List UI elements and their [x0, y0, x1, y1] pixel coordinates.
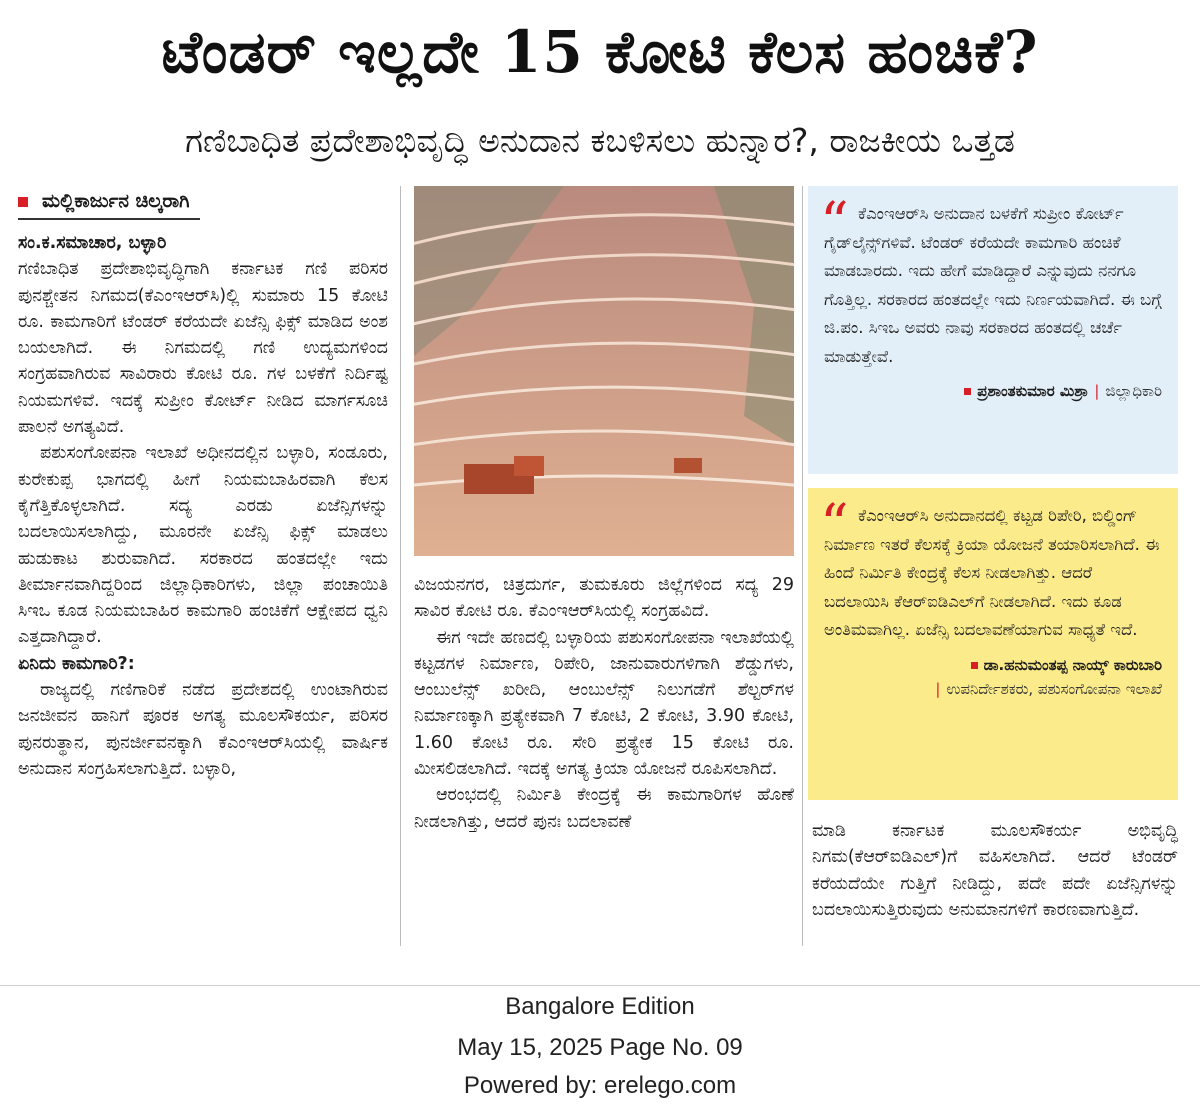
subheadline: ಗಣಿಬಾಧಿತ ಪ್ರದೇಶಾಭಿವೃದ್ಧಿ ಅನುದಾನ ಕಬಳಿಸಲು ಹುನ್ನಾರ?, ರಾಜಕೀಯ ಒತ್ತಡ: [185, 121, 1015, 160]
column-divider: [802, 186, 803, 946]
separator-bar: |: [935, 679, 941, 698]
quote-box-deputy-director: [808, 488, 1178, 800]
byline: [18, 184, 200, 220]
red-bullet-icon: [971, 662, 978, 669]
quote-text: ಕೆಎಂಇಆರ್‌ಸಿ ಅನುದಾನದಲ್ಲಿ ಕಟ್ಟಡ ರಿಪೇರಿ, ಬಿಲ್ಡಿಂಗ್ ನಿರ್ಮಾಣ ಇತರೆ ಕೆಲಸಕ್ಕೆ ಕ್ರಿಯಾ ಯೋಜನೆ ತಯಾರಿಸಲಾಗಿದೆ. ಈ ಹಿಂದೆ ನಿರ್ಮಿತಿ ಕೇಂದ್ರಕ್ಕೆ ಕೆಲಸ ನೀಡಲಾಗಿತ್ತು. ಆದರೆ ಬದಲಾಯಿಸಿ ಕೆಆರ್‌ಐಡಿಎಲ್‌ಗೆ ನೀಡಲಾಗಿದೆ. ಇದು ಕೂಡ ಅಂತಿಮವಾಗಿಲ್ಲ. ಏಜೆನ್ಸಿ ಬದಲಾವಣೆಯಾಗುವ ಸಾಧ್ಯತೆ ಇದೆ.: [824, 506, 1160, 639]
quote-box-collector: [808, 186, 1178, 474]
footer-divider: [0, 985, 1200, 986]
separator-bar: |: [1094, 382, 1100, 400]
article-column-1: [18, 230, 388, 782]
red-square-bullet: [18, 197, 28, 207]
red-bullet-icon: [964, 388, 971, 395]
article-paragraph: ಈಗ ಇದೇ ಹಣದಲ್ಲಿ ಬಳ್ಳಾರಿಯ ಪಶುಸಂಗೋಪನಾ ಇಲಾಖೆಯಲ್ಲಿ ಕಟ್ಟಡಗಳ ನಿರ್ಮಾಣ, ರಿಪೇರಿ, ಜಾನುವಾರುಗಳಿಗಾಗಿ ಶೆಡ್ಡುಗಳು, ಆಂಬುಲೆನ್ಸ್ ಖರೀದಿ, ಆಂಬುಲೆನ್ಸ್ ನಿಲುಗಡೆಗೆ ಶೆಲ್ಟರ್‌ಗಳ ನಿರ್ಮಾಣಕ್ಕಾಗಿ ಪ್ರತ್ಯೇಕವಾಗಿ 7 ಕೋಟಿ, 2 ಕೋಟಿ, 3.90 ಕೋಟಿ, 1.60 ಕೋಟಿ ರೂ. ಸೇರಿ ಪ್ರತ್ಯೇಕ 15 ಕೋಟಿ ರೂ. ಮೀಸಲಿಡಲಾಗಿದೆ. ಇದಕ್ಕೆ ಅಗತ್ಯ ಕ್ರಿಯಾ ಯೋಜನೆ ರೂಪಿಸಲಾಗಿದೆ.: [414, 627, 794, 780]
quote-attribution-role: [824, 677, 1162, 701]
article-column-3: [812, 818, 1178, 923]
quote-attribution: [824, 653, 1162, 677]
footer-powered-by: Powered by: erelego.com: [463, 1072, 737, 1099]
quote-mark-icon: “: [820, 191, 849, 256]
quote-author: ಡಾ.ಹನುಮಂತಪ್ಪ ನಾಯ್ಕ್ ಕಾರುಬಾರಿ: [983, 655, 1162, 674]
column-divider: [400, 186, 401, 946]
footer-edition: Bangalore Edition: [505, 993, 695, 1020]
headline: ಟೆಂಡರ್ ಇಲ್ಲದೇ 15 ಕೋಟಿ ಕೆಲಸ ಹಂಚಿಕೆ?: [161, 18, 1039, 86]
article-column-2: [414, 572, 794, 835]
quote-author-role: ಜಿಲ್ಲಾಧಿಕಾರಿ: [1105, 382, 1162, 400]
article-paragraph: ಆರಂಭದಲ್ಲಿ ನಿರ್ಮಿತಿ ಕೇಂದ್ರಕ್ಕೆ ಈ ಕಾಮಗಾರಿಗಳ ಹೊಣೆ ನೀಡಲಾಗಿತ್ತು, ಆದರೆ ಪುನಃ ಬದಲಾವಣೆ: [414, 785, 794, 832]
article-paragraph: ಗಣಿಬಾಧಿತ ಪ್ರದೇಶಾಭಿವೃದ್ಧಿಗಾಗಿ ಕರ್ನಾಟಕ ಗಣಿ ಪರಿಸರ ಪುನಶ್ಚೇತನ ನಿಗಮದ(ಕೆಎಂಇಆರ್‌ಸಿ)ಲ್ಲಿ ಸುಮಾರು 15 ಕೋಟಿ ರೂ. ಕಾಮಗಾರಿಗೆ ಟೆಂಡರ್ ಕರೆಯದೇ ಏಜೆನ್ಸಿ ಫಿಕ್ಸ್ ಮಾಡಿದ ಅಂಶ ಬಯಲಾಗಿದೆ. ಈ ನಿಗಮದಲ್ಲಿ ಗಣಿ ಉದ್ಯಮಗಳಿಂದ ಸಂಗ್ರಹವಾಗಿರುವ ಸಾವಿರಾರು ಕೋಟಿ ರೂ. ಗಳ ಬಳಕೆಗೆ ನಿರ್ದಿಷ್ಟ ನಿಯಮಗಳಿವೆ. ಇದಕ್ಕೆ ಸುಪ್ರೀಂ ಕೋರ್ಟ್ ನೀಡಿದ ಮಾರ್ಗಸೂಚಿ ಪಾಲನೆ ಅಗತ್ಯವಿದೆ.: [18, 259, 388, 438]
quote-author-role: ಉಪನಿರ್ದೇಶಕರು, ಪಶುಸಂಗೋಪನಾ ಇಲಾಖೆ: [946, 679, 1162, 698]
quote-text: ಕೆಎಂಇಆರ್‌ಸಿ ಅನುದಾನ ಬಳಕೆಗೆ ಸುಪ್ರೀಂ ಕೋರ್ಟ್ ಗೈಡ್‌ಲೈನ್ಸ್‌ಗಳಿವೆ. ಟೆಂಡರ್ ಕರೆಯದೇ ಕಾಮಗಾರಿ ಹಂಚಿಕೆ ಮಾಡಬಾರದು. ಇದು ಹೇಗೆ ಮಾಡಿದ್ದಾರೆ ಎನ್ನುವುದು ನನಗೂ ಗೊತ್ತಿಲ್ಲ. ಸರಕಾರದ ಹಂತದಲ್ಲೇ ಇದು ನಿರ್ಣಯವಾಗಿದೆ. ಈ ಬಗ್ಗೆ ಜಿ.ಪಂ. ಸಿಇಒ ಅವರು ನಾವು ಸರಕಾರದ ಹಂತದಲ್ಲಿ ಚರ್ಚೆ ಮಾಡುತ್ತೇವೆ.: [824, 204, 1162, 366]
quote-attribution: [824, 379, 1162, 403]
article-subheading: ಏನಿದು ಕಾಮಗಾರಿ?:: [18, 653, 135, 674]
byline-author: ಮಲ್ಲಿಕಾರ್ಜುನ ಚಿಲ್ಕರಾಗಿ: [42, 190, 190, 212]
quote-mark-icon: “: [820, 493, 849, 558]
article-paragraph: ಮಾಡಿ ಕರ್ನಾಟಕ ಮೂಲಸೌಕರ್ಯ ಅಭಿವೃದ್ಧಿ ನಿಗಮ(ಕೆಆರ್‌ಐಡಿಎಲ್)ಗೆ ವಹಿಸಲಾಗಿದೆ. ಆದರೆ ಟೆಂಡರ್ ಕರೆಯದೆಯೇ ಗುತ್ತಿಗೆ ನೀಡಿದ್ದು, ಪದೇ ಪದೇ ಏಜೆನ್ಸಿಗಳನ್ನು ಬದಲಾಯಿಸುತ್ತಿರುವುದು ಅನುಮಾನಗಳಿಗೆ ಕಾರಣವಾಗುತ್ತಿದೆ.: [812, 821, 1178, 920]
open-pit-mine-illustration: [414, 186, 794, 556]
article-paragraph: ಪಶುಸಂಗೋಪನಾ ಇಲಾಖೆ ಅಧೀನದಲ್ಲಿನ ಬಳ್ಳಾರಿ, ಸಂಡೂರು, ಕುರೇಕುಪ್ಪ ಭಾಗದಲ್ಲಿ ಹೀಗೆ ನಿಯಮಬಾಹಿರವಾಗಿ ಕೆಲಸ ಕೈಗೆತ್ತಿಕೊಳ್ಳಲಾಗಿದೆ. ಸದ್ಯ ಎರಡು ಏಜೆನ್ಸಿಗಳನ್ನು ಬದಲಾಯಿಸಲಾಗಿದ್ದು, ಮೂರನೇ ಏಜೆನ್ಸಿ ಫಿಕ್ಸ್ ಮಾಡಲು ಹುಡುಕಾಟ ಶುರುವಾಗಿದೆ. ಸರಕಾರದ ಹಂತದಲ್ಲೇ ಇದು ತೀರ್ಮಾನವಾಗಿದ್ದರಿಂದ ಜಿಲ್ಲಾಧಿಕಾರಿಗಳು, ಜಿಲ್ಲಾ ಪಂಚಾಯಿತಿ ಸಿಇಒ ಕೂಡ ನಿಯಮಬಾಹಿರ ಕಾಮಗಾರಿ ಹಂಚಿಕೆಗೆ ಆಕ್ಷೇಪದ ಧ್ವನಿ ಎತ್ತದಾಗಿದ್ದಾರೆ.: [18, 443, 388, 648]
article-paragraph: ರಾಜ್ಯದಲ್ಲಿ ಗಣಿಗಾರಿಕೆ ನಡೆದ ಪ್ರದೇಶದಲ್ಲಿ ಉಂಟಾಗಿರುವ ಜನಜೀವನ ಹಾನಿಗೆ ಪೂರಕ ಅಗತ್ಯ ಮೂಲಸೌಕರ್ಯ, ಪರಿಸರ ಪುನರುತ್ಥಾನ, ಪುನರ್ಜೀವನಕ್ಕಾಗಿ ಕೆಎಂಇಆರ್‌ಸಿಯಲ್ಲಿ ವಾರ್ಷಿಕ ಅನುದಾನ ಸಂಗ್ರಹಿಸಲಾಗುತ್ತಿದೆ. ಬಳ್ಳಾರಿ,: [18, 680, 388, 779]
article-paragraph: ವಿಜಯನಗರ, ಚಿತ್ರದುರ್ಗ, ತುಮಕೂರು ಜಿಲ್ಲೆಗಳಿಂದ ಸದ್ಯ 29 ಸಾವಿರ ಕೋಟಿ ರೂ. ಕೆಎಂಇಆರ್‌ಸಿಯಲ್ಲಿ ಸಂಗ್ರಹವಿದೆ.: [414, 575, 794, 622]
dateline: ಸಂ.ಕ.ಸಮಾಚಾರ, ಬಳ್ಳಾರಿ: [18, 233, 167, 253]
mining-site-photo: [414, 186, 794, 556]
quote-author: ಪ್ರಶಾಂತಕುಮಾರ ಮಿಶ್ರಾ: [977, 382, 1089, 400]
footer-date-page: May 15, 2025 Page No. 09: [457, 1034, 743, 1061]
